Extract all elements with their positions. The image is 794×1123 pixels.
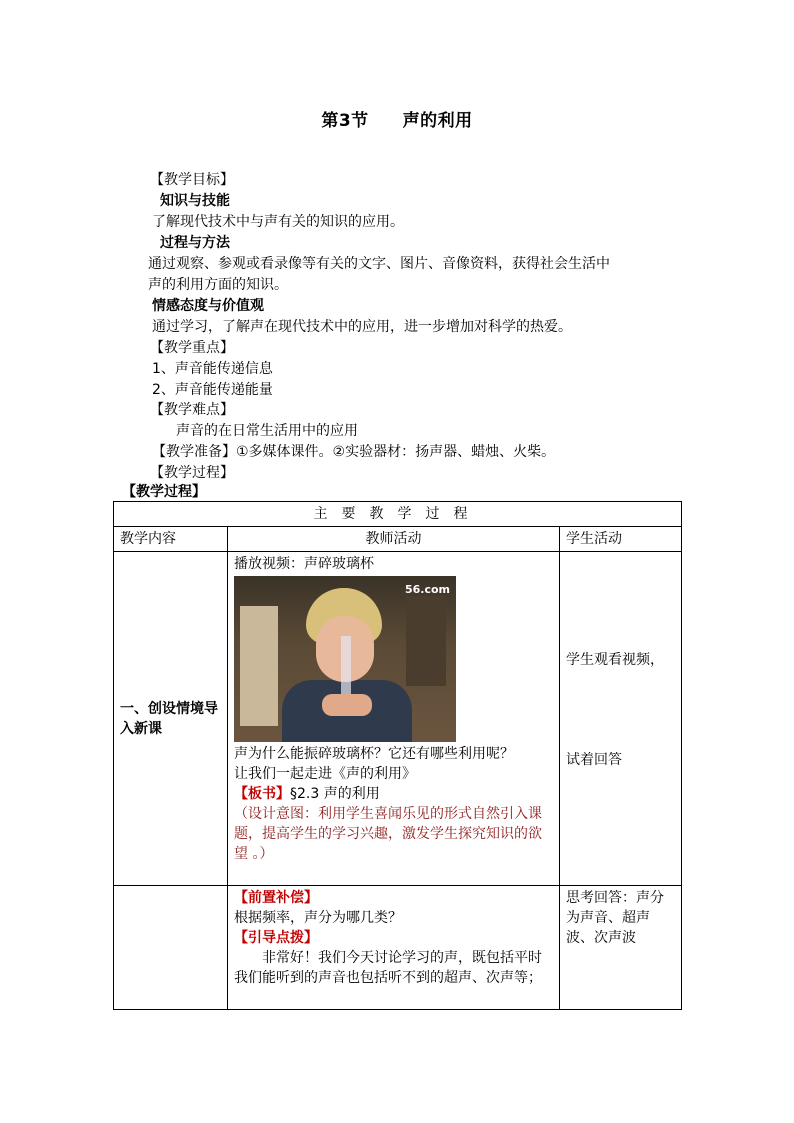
difficulty-heading: 【教学难点】	[150, 402, 234, 418]
row1-student	[560, 552, 682, 886]
process-heading-bold: 【教学过程】	[122, 484, 206, 500]
difficulty-text: 声音的在日常生活用中的应用	[176, 423, 358, 439]
row2-teacher	[228, 886, 560, 1010]
guide-text: 非常好！我们今天讨论学习的声，既包括平时我们能听到的声音也包括听不到的超声、次声等；	[234, 950, 542, 986]
section-number: 第3节	[321, 111, 369, 131]
video-caption: 播放视频：声碎玻璃杯	[234, 556, 374, 572]
video-logo: 56.com	[404, 583, 450, 596]
col-header-teacher: 教师活动	[228, 527, 560, 552]
key-points-heading: 【教学重点】	[150, 340, 234, 356]
board-label: 【板书】	[234, 786, 290, 802]
row1-teacher	[228, 552, 560, 886]
guide-label: 【引导点拨】	[234, 930, 318, 946]
process-heading-small: 【教学过程】	[150, 465, 234, 481]
row2-student: 思考回答：声分为声音、超声波、次声波	[560, 886, 682, 1010]
process-text-1: 通过观察、参观或看录像等有关的文字、图片、音像资料，获得社会生活中	[148, 256, 610, 272]
process-heading: 过程与方法	[160, 235, 230, 251]
board-text: §2.3 声的利用	[290, 786, 380, 802]
student-activity-1: 学生观看视频，	[566, 652, 664, 668]
row2-content	[114, 886, 228, 1010]
board-line	[234, 784, 553, 804]
pre-text: 根据频率，声分为哪几类？	[234, 910, 402, 926]
objectives-heading: 【教学目标】	[150, 172, 234, 188]
question-1: 声为什么能振碎玻璃杯？它还有哪些利用呢？	[234, 746, 514, 762]
table-row	[114, 552, 682, 886]
row1-content: 一、创设情境导入新课	[114, 552, 228, 886]
pre-label: 【前置补偿】	[234, 890, 318, 906]
knowledge-text: 了解现代技术中与声有关的知识的应用。	[152, 214, 404, 230]
table-row	[114, 886, 682, 1010]
key-point-2: 2、声音能传递能量	[152, 382, 273, 398]
design-note: （设计意图：利用学生喜闻乐见的形式自然引入课题，提高学生的学习兴趣，激发学生探究知识的欲望 。）	[234, 806, 542, 862]
page-title	[0, 106, 794, 131]
col-header-content: 教学内容	[114, 527, 228, 552]
section-name: 声的利用	[402, 111, 473, 131]
table-main-header: 主要教学过程	[114, 502, 682, 527]
col-header-student: 学生活动	[560, 527, 682, 552]
preparation-text: 【教学准备】①多媒体课件。②实验器材：扬声器、蜡烛、火柴。	[152, 444, 556, 460]
knowledge-heading: 知识与技能	[160, 193, 230, 209]
student-activity-2: 试着回答	[566, 752, 622, 768]
teaching-process-table	[113, 501, 682, 1010]
process-text-2: 声的利用方面的知识。	[148, 277, 288, 293]
key-point-1: 1、声音能传递信息	[152, 361, 273, 377]
emotion-text: 通过学习，了解声在现代技术中的应用，进一步增加对科学的热爱。	[152, 319, 572, 335]
video-still-image	[234, 576, 456, 742]
emotion-heading: 情感态度与价值观	[152, 298, 264, 314]
question-2: 让我们一起走进《声的利用》	[234, 766, 416, 782]
